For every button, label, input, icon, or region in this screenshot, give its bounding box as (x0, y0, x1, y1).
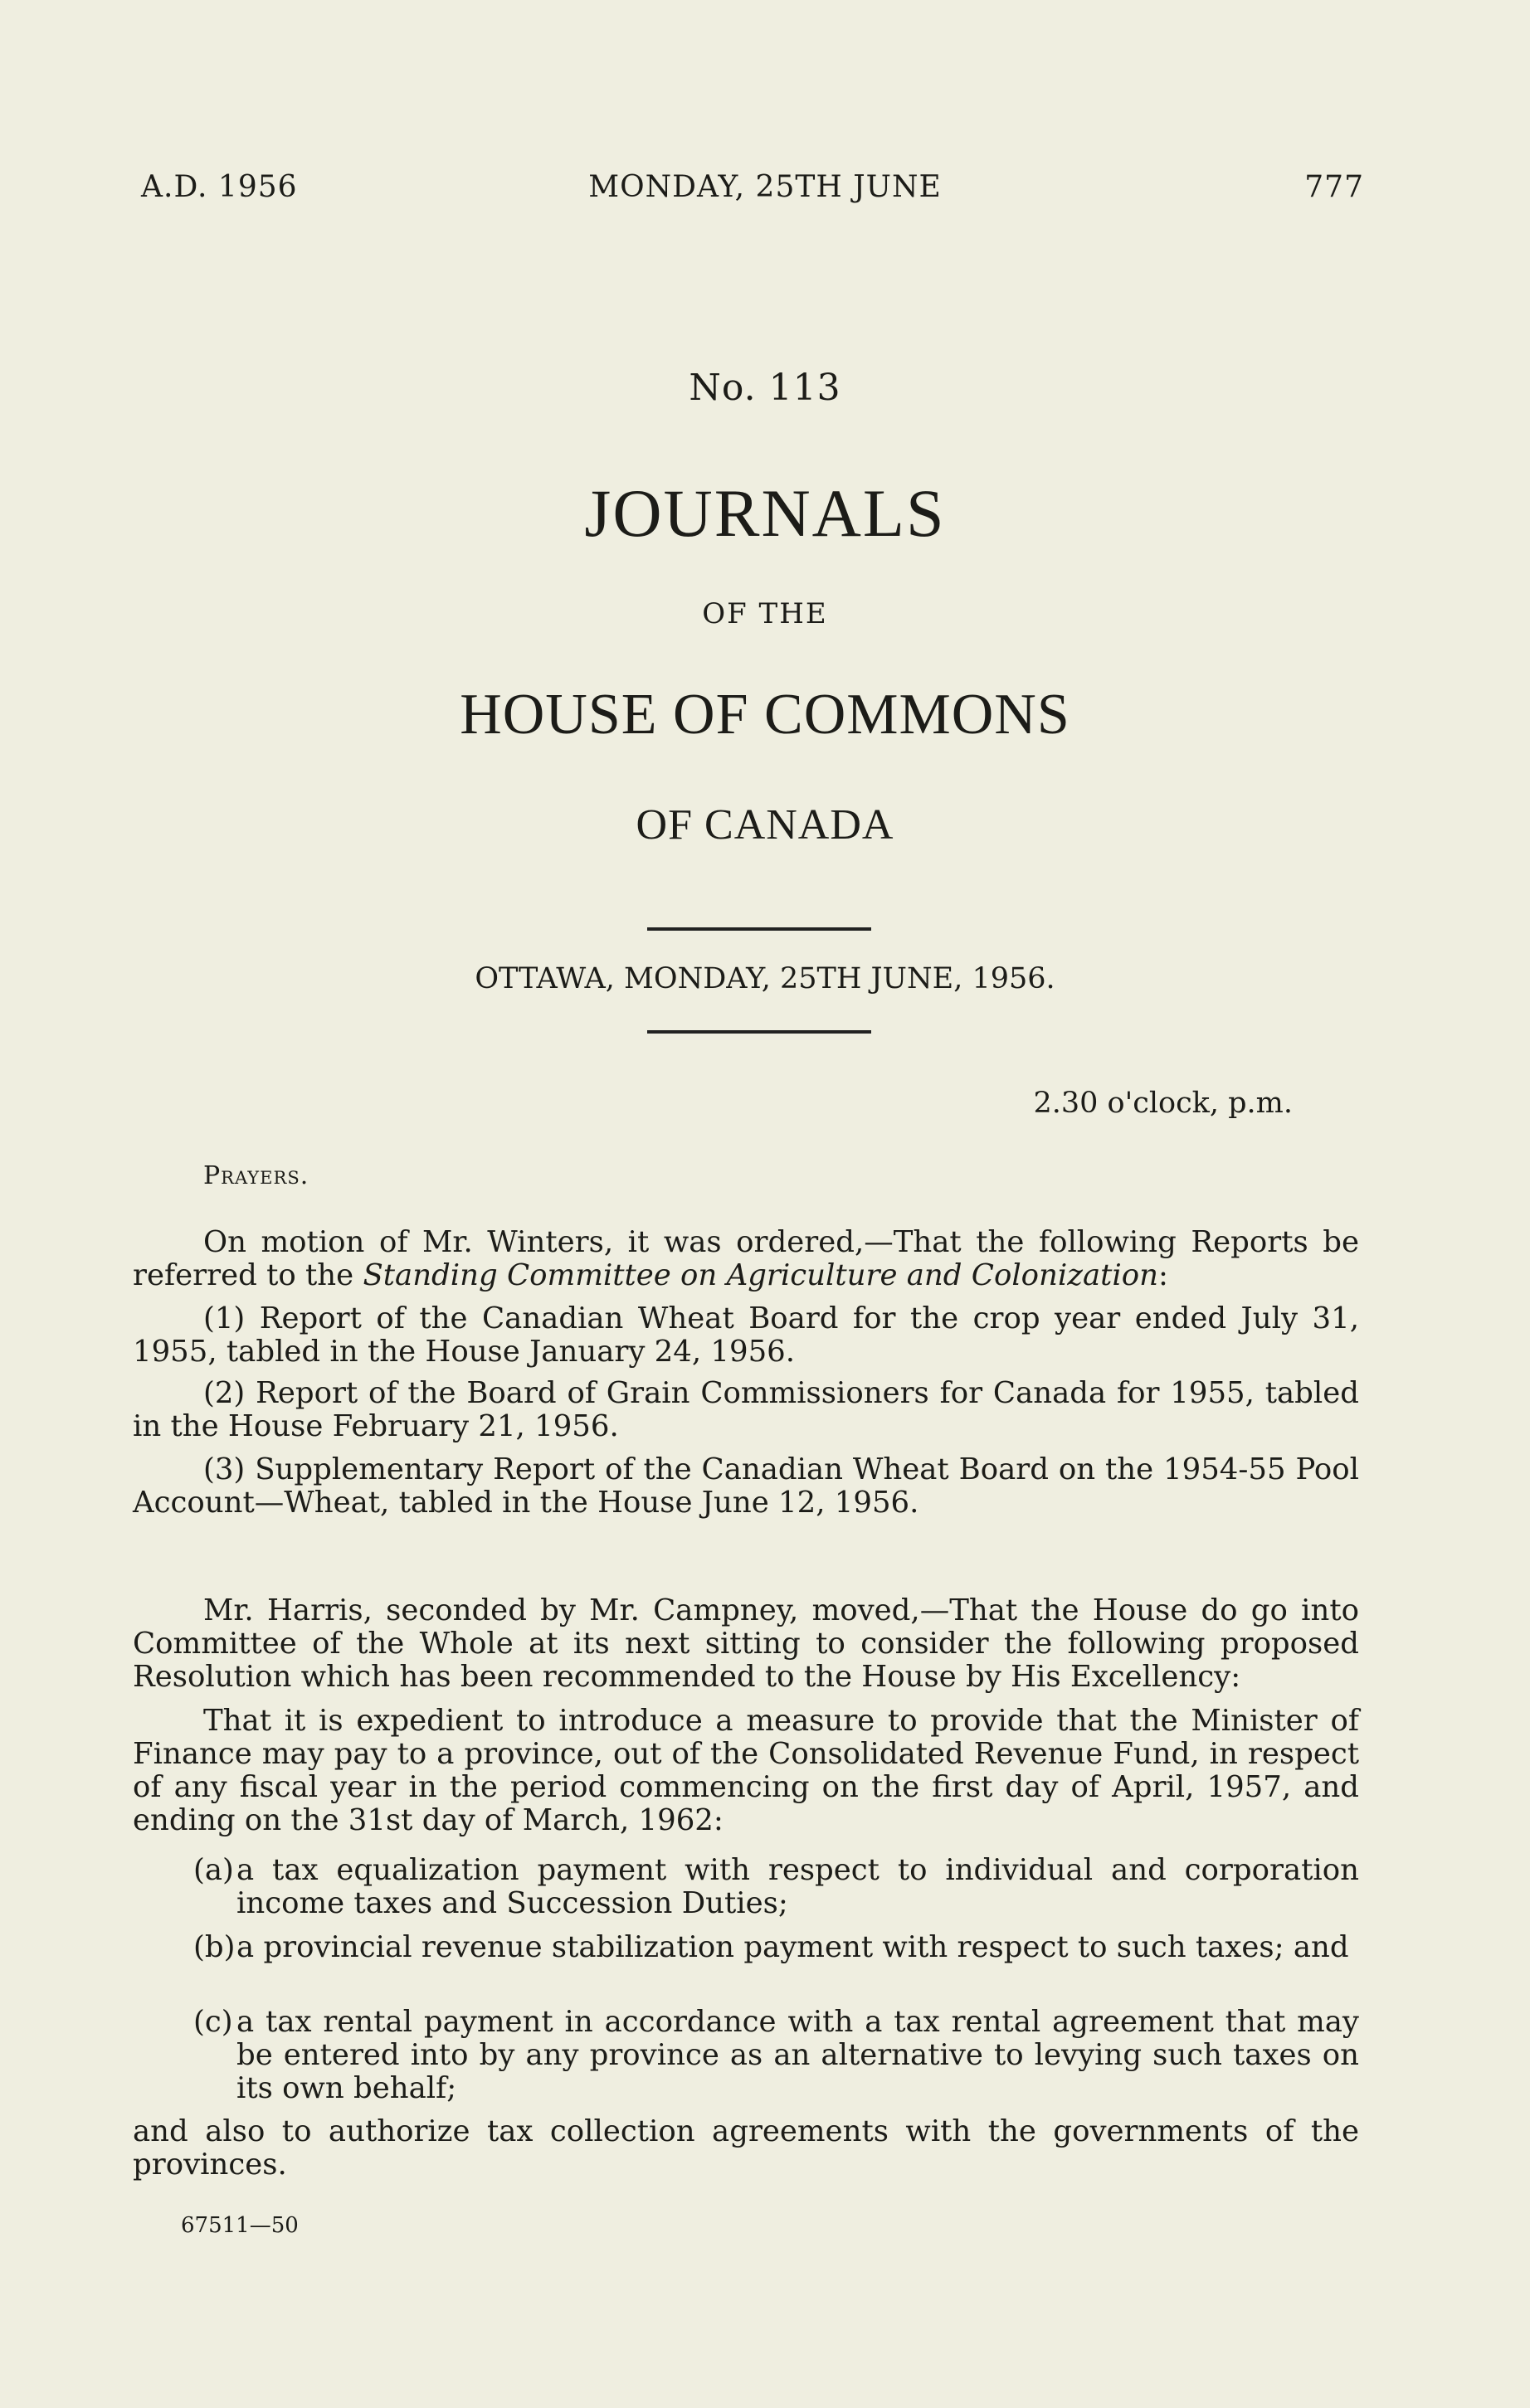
item-text: a tax rental payment in accordance with a tax rental agreement that may be entered into by any province as an alternative to levying such taxes on its own behalf; (236, 2005, 1359, 2105)
dateline: OTTAWA, MONDAY, 25TH JUNE, 1956. (475, 962, 1055, 995)
divider-rule (647, 1030, 871, 1034)
item-label: (a) (193, 1853, 234, 1887)
divider-rule (647, 927, 871, 931)
paragraph-motion-harris: Mr. Harris, seconded by Mr. Campney, moved,—That the House do go into Committee of the Whole at its next sitting to consider the following proposed Resolution which has been recommended to the House by His Excellency: (133, 1593, 1359, 1694)
prayers-heading: Prayers. (203, 1161, 309, 1190)
header-year: A.D. 1956 (141, 170, 298, 204)
header-date: MONDAY, 25TH JUNE (588, 170, 942, 204)
paragraph-closing: and also to authorize tax collection agreements with the governments of the provinces. (133, 2114, 1359, 2182)
masthead-house: HOUSE OF COMMONS (460, 683, 1070, 747)
report-item-1: (1) Report of the Canadian Wheat Board for the crop year ended July 31, 1955, tabled in the House January 24, 1956. (133, 1301, 1359, 1369)
item-label: (c) (193, 2005, 233, 2039)
item-label: (b) (193, 1930, 236, 1964)
paragraph-motion-winters (133, 1226, 1359, 1292)
masthead-of-canada: OF CANADA (636, 801, 894, 849)
masthead-of-the: OF THE (702, 597, 828, 630)
report-item-2: (2) Report of the Board of Grain Commissioners for Canada for 1955, tabled in the House February 21, 1956. (133, 1376, 1359, 1443)
page-number: 777 (1304, 170, 1364, 204)
item-text: a provincial revenue stabilization payment with respect to such taxes; and (236, 1930, 1349, 1964)
resolution-item-a (193, 1853, 1359, 1920)
masthead-title: JOURNALS (584, 475, 946, 551)
issue-number: No. 113 (689, 367, 841, 409)
report-item-3: (3) Supplementary Report of the Canadian Wheat Board on the 1954-55 Pool Account—Wheat, tabled in the House June 12, 1956. (133, 1452, 1359, 1520)
printer-code: 67511—50 (181, 2213, 299, 2238)
resolution-item-b (193, 1930, 1359, 1964)
paragraph-text: On motion of Mr. Winters, it was ordered,—That the following Reports be referred to the (133, 1225, 1359, 1292)
resolution-item-c (193, 2005, 1359, 2105)
sitting-time: 2.30 o'clock, p.m. (1033, 1087, 1293, 1120)
paragraph-text: : (1158, 1258, 1168, 1292)
committee-name: Standing Committee on Agriculture and Colonization (363, 1258, 1158, 1292)
item-text: a tax equalization payment with respect to individual and corporation income taxes and Succession Duties; (236, 1853, 1359, 1920)
paragraph-resolution: That it is expedient to introduce a measure to provide that the Minister of Finance may pay to a province, out of the Consolidated Revenue Fund, in respect of any fiscal year in the period commencing on the first day of April, 1957, and ending on the 31st day of March, 1962: (133, 1704, 1359, 1837)
